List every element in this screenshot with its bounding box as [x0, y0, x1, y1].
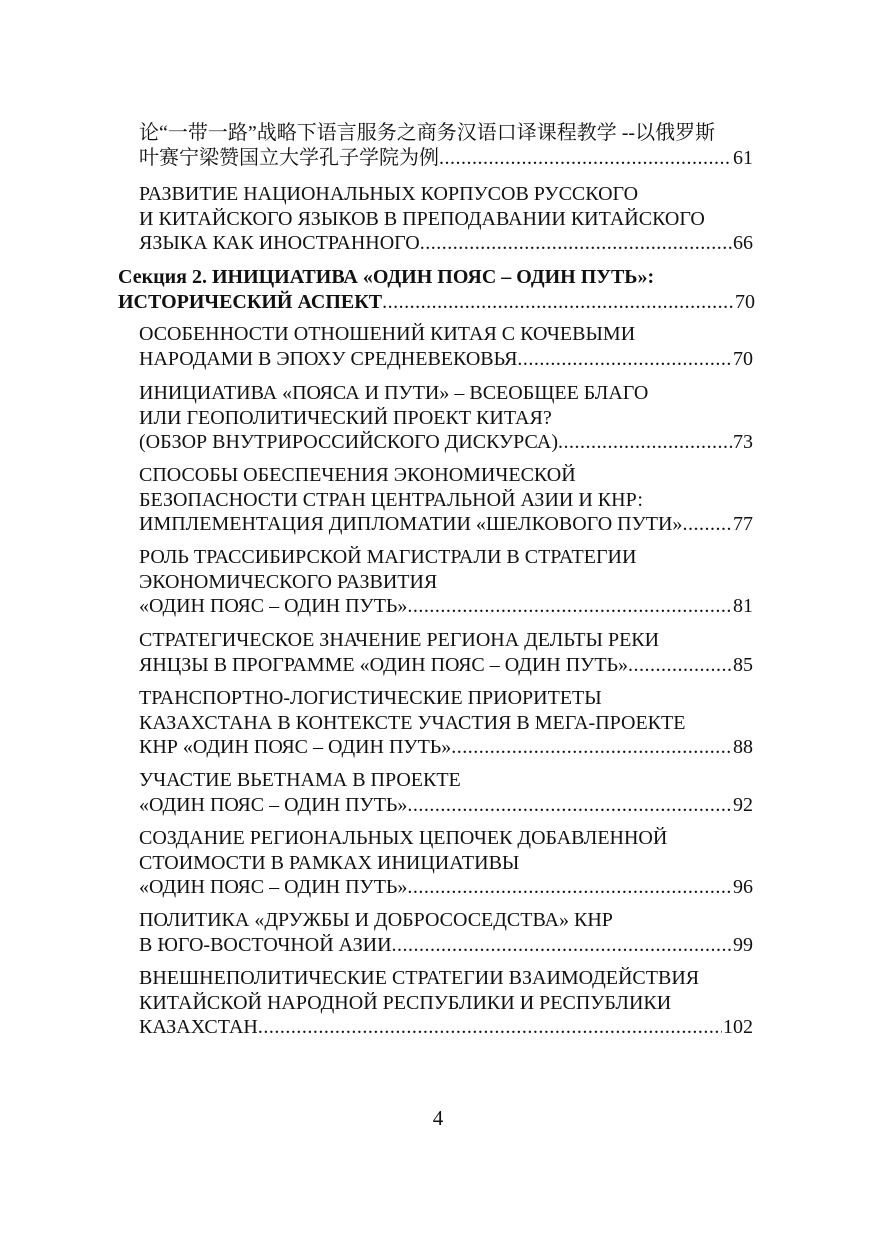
toc-entry-title-line: ЯНЦЗЫ В ПРОГРАММЕ «ОДИН ПОЯС – ОДИН ПУТЬ» — [139, 653, 629, 676]
toc-page-number: 61 — [733, 146, 753, 169]
toc-entry-last-line — [139, 594, 753, 619]
toc-entry-title-line: (ОБЗОР ВНУТРИРОССИЙСКОГО ДИСКУРСА) — [139, 431, 558, 453]
dot-leader — [407, 594, 732, 619]
toc-entry-last-line — [139, 430, 753, 455]
toc-entry — [139, 121, 753, 170]
toc-entry — [139, 966, 753, 1040]
section-title-last-line — [118, 290, 755, 315]
toc-entry-title-line: ИНИЦИАТИВА «ПОЯСА И ПУТИ» – ВСЕОБЩЕЕ БЛАГО — [139, 382, 649, 404]
toc-entry-title-line: 论“一带一路”战略下语言服务之商务汉语口译课程教学 --以俄罗斯 — [139, 122, 716, 144]
toc-entry-last-line — [139, 653, 753, 678]
dot-leader — [517, 347, 732, 372]
toc-entry — [139, 686, 753, 760]
toc-entry-last-line — [139, 793, 753, 818]
dot-leader — [407, 793, 732, 818]
toc-page-number: 99 — [733, 933, 753, 956]
toc-page-number: 70 — [735, 290, 755, 313]
toc-entry-title-line: КИТАЙСКОЙ НАРОДНОЙ РЕСПУБЛИКИ И РЕСПУБЛИКИ — [139, 991, 672, 1014]
toc-entry — [139, 628, 753, 677]
toc-entry — [139, 768, 753, 817]
toc-entry-title-line: ТРАНСПОРТНО-ЛОГИСТИЧЕСКИЕ ПРИОРИТЕТЫ — [139, 687, 602, 709]
toc-entry-title-line: ОСОБЕННОСТИ ОТНОШЕНИЙ КИТАЯ С КОЧЕВЫМИ — [139, 323, 636, 345]
section-title-line: Секция 2. ИНИЦИАТИВА «ОДИН ПОЯС – ОДИН ПУТЬ»: — [118, 266, 655, 288]
toc-entry — [139, 826, 753, 900]
toc-page-number: 85 — [733, 653, 753, 676]
toc-entry-last-line — [139, 1015, 753, 1040]
toc-entry-title-line: ВНЕШНЕПОЛИТИЧЕСКИЕ СТРАТЕГИИ ВЗАИМОДЕЙСТВИЯ — [139, 967, 700, 989]
toc-entry-title-line: КАЗАХСТАНА В КОНТЕКСТЕ УЧАСТИЯ В МЕГА-ПРОЕКТЕ — [139, 711, 686, 734]
toc-entry-title-line: ИМПЛЕМЕНТАЦИЯ ДИПЛОМАТИИ «ШЕЛКОВОГО ПУТИ» — [139, 513, 683, 535]
toc-entry-last-line — [139, 933, 753, 958]
toc-entry-title-line: «ОДИН ПОЯС – ОДИН ПУТЬ» — [139, 876, 408, 898]
toc-entry — [139, 381, 753, 455]
toc-entry-title-line: СТРАТЕГИЧЕСКОЕ ЗНАЧЕНИЕ РЕГИОНА ДЕЛЬТЫ РЕКИ — [139, 629, 660, 651]
toc-entry-title-line: КАЗАХСТАН — [139, 1016, 258, 1038]
toc-page-number: 73 — [733, 431, 753, 453]
toc-entry — [139, 908, 753, 957]
toc-entry-title-line: 叶赛宁梁赞国立大学孔子学院为例 — [139, 146, 439, 169]
toc-entry-last-line — [139, 735, 753, 760]
toc-entry-title-line: ПОЛИТИКА «ДРУЖБЫ И ДОБРОСОСЕДСТВА» КНР — [139, 909, 613, 931]
toc-entry-title-line: И КИТАЙСКОГО ЯЗЫКОВ В ПРЕПОДАВАНИИ КИТАЙСКОГО — [139, 207, 705, 230]
toc-page-number: 102 — [723, 1016, 753, 1038]
toc-entry-title-line: КНР «ОДИН ПОЯС – ОДИН ПУТЬ» — [139, 736, 452, 758]
toc-entry-last-line — [139, 875, 753, 900]
toc-entry-title-line: БЕЗОПАСНОСТИ СТРАН ЦЕНТРАЛЬНОЙ АЗИИ И КНР: — [139, 488, 643, 511]
toc-entry — [139, 322, 753, 371]
toc-page-number: 96 — [733, 876, 753, 898]
toc-page-number: 92 — [733, 793, 753, 816]
toc-page-number: 66 — [733, 232, 753, 254]
dot-leader — [682, 512, 732, 537]
toc-section-heading — [118, 265, 755, 314]
section-title-line: ИСТОРИЧЕСКИЙ АСПЕКТ — [118, 290, 383, 313]
toc-entry — [139, 182, 753, 256]
toc-entry-title-line: РАЗВИТИЕ НАЦИОНАЛЬНЫХ КОРПУСОВ РУССКОГО — [139, 183, 639, 205]
toc-entry-title-line: УЧАСТИЕ ВЬЕТНАМА В ПРОЕКТЕ — [139, 769, 461, 791]
toc-page-number: 88 — [733, 736, 753, 758]
toc-entry — [139, 463, 753, 537]
toc-entry-last-line — [139, 146, 753, 171]
toc-entry-title-line: ЭКОНОМИЧЕСКОГО РАЗВИТИЯ — [139, 570, 438, 593]
toc-entry-title-line: «ОДИН ПОЯС – ОДИН ПУТЬ» — [139, 595, 408, 617]
toc-entry-title-line: ИЛИ ГЕОПОЛИТИЧЕСКИЙ ПРОЕКТ КИТАЯ? — [139, 406, 552, 429]
toc-entry-title-line: СОЗДАНИЕ РЕГИОНАЛЬНЫХ ЦЕПОЧЕК ДОБАВЛЕННОЙ — [139, 827, 668, 849]
toc-entry-last-line — [139, 512, 753, 537]
toc-entry-title-line: «ОДИН ПОЯС – ОДИН ПУТЬ» — [139, 793, 408, 816]
page-number: 4 — [432, 1106, 444, 1130]
toc-entry-title-line: НАРОДАМИ В ЭПОХУ СРЕДНЕВЕКОВЬЯ — [139, 347, 518, 370]
toc-entry-title-line: СТОИМОСТИ В РАМКАХ ИНИЦИАТИВЫ — [139, 851, 520, 874]
toc-entry — [139, 545, 753, 619]
toc-entry-title-line: СПОСОБЫ ОБЕСПЕЧЕНИЯ ЭКОНОМИЧЕСКОЙ — [139, 464, 576, 486]
toc-entry-title-line: РОЛЬ ТРАССИБИРСКОЙ МАГИСТРАЛИ В СТРАТЕГИИ — [139, 546, 637, 568]
dot-leader — [628, 653, 732, 678]
dot-leader — [558, 430, 732, 455]
dot-leader — [439, 146, 732, 171]
toc-entry-last-line — [139, 231, 753, 256]
dot-leader — [392, 933, 732, 958]
toc-entry-last-line — [139, 347, 753, 372]
toc-entry-title-line: ЯЗЫКА КАК ИНОСТРАННОГО — [139, 232, 420, 254]
dot-leader — [451, 735, 732, 760]
dot-leader — [258, 1015, 722, 1040]
toc-page-number: 77 — [733, 513, 753, 535]
dot-leader — [382, 290, 734, 315]
dot-leader — [407, 875, 732, 900]
toc-entry-title-line: В ЮГО-ВОСТОЧНОЙ АЗИИ — [139, 933, 392, 956]
toc-page-number: 81 — [733, 595, 753, 617]
toc-page-number: 70 — [733, 347, 753, 370]
dot-leader — [420, 231, 732, 256]
